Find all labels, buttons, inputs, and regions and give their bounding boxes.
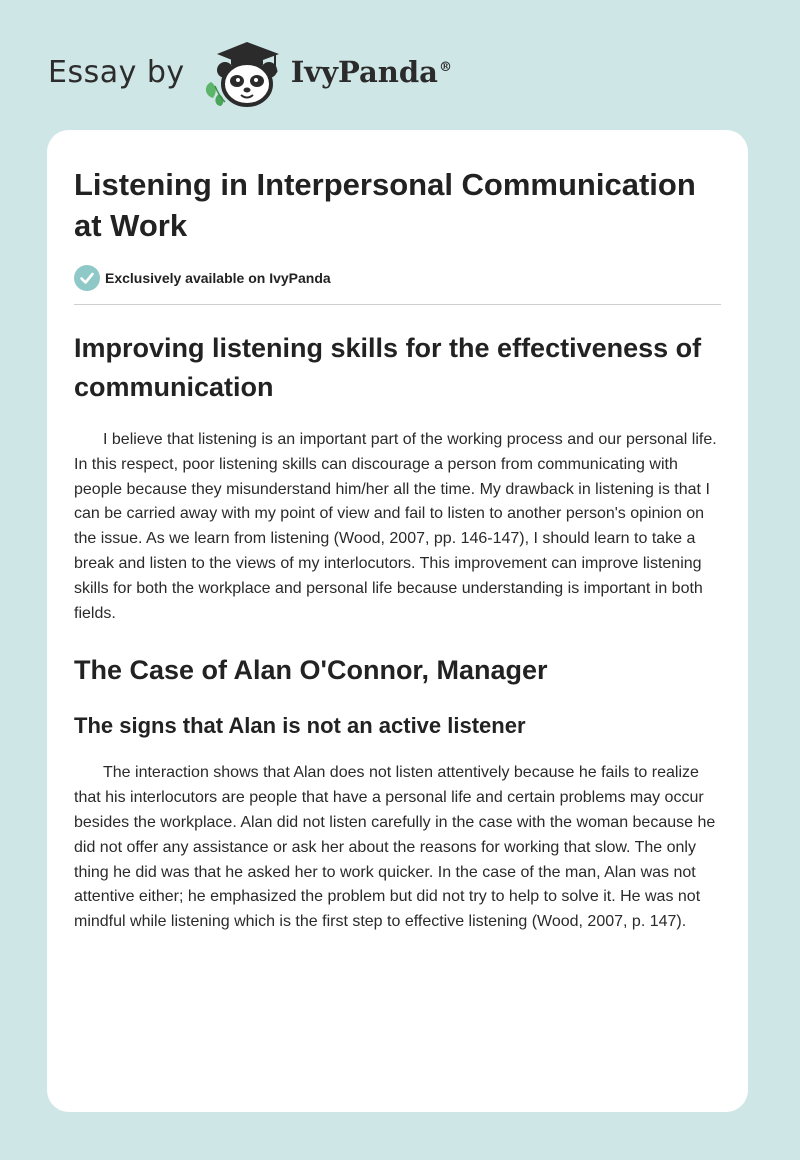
essay-card [47, 130, 748, 1112]
availability-badge [74, 265, 721, 291]
panda-logo-icon[interactable] [201, 36, 289, 108]
availability-text: Exclusively available on IvyPanda [105, 270, 331, 286]
page-title: Listening in Interpersonal Communication at Work [74, 167, 696, 243]
title-divider [74, 304, 721, 305]
section-paragraph-alan-case: The interaction shows that Alan does not listen attentively because he fails to realize that his interlocutors are people that have a personal life and certain problems may occur besides the workplace. Alan did not listen carefully in the case with the woman because he did not offer any assistance or ask her about the reasons for working that slow. The only thing he did was that he asked her to work quicker. In the case of the man, Alan was not attentive either; he emphasized the problem but did not try to help to solve it. He was not mindful while listening which is the first step to effective listening (Wood, 2007, p. 147). [74, 764, 716, 931]
essay-by-label: Essay by [48, 54, 185, 90]
brand-name: IvyPanda® [290, 55, 452, 89]
check-circle-icon [74, 265, 100, 291]
section-heading-improving-listening: Improving listening skills for the effectiveness of communication [74, 333, 702, 402]
subheading-active-listener-signs: The signs that Alan is not an active listener [74, 713, 526, 739]
section-heading-alan-case: The Case of Alan O'Connor, Manager [74, 655, 548, 686]
section-paragraph-improving-listening: I believe that listening is an important part of the working process and our personal life. In this respect, poor listening skills can discourage a person from communicating with people because they misunderstand him/her all the time. My drawback in listening is that I can be carried away with my point of view and fail to listen to another person's opinion on the issue. As we learn from listening (Wood, 2007, pp. 146-147), I should learn to take a break and listen to the views of my interlocutors. This improvement can improve listening skills for both the workplace and personal life because understanding is important in both fields. [74, 431, 717, 622]
registered-mark: ® [438, 60, 452, 76]
site-header [48, 36, 452, 108]
